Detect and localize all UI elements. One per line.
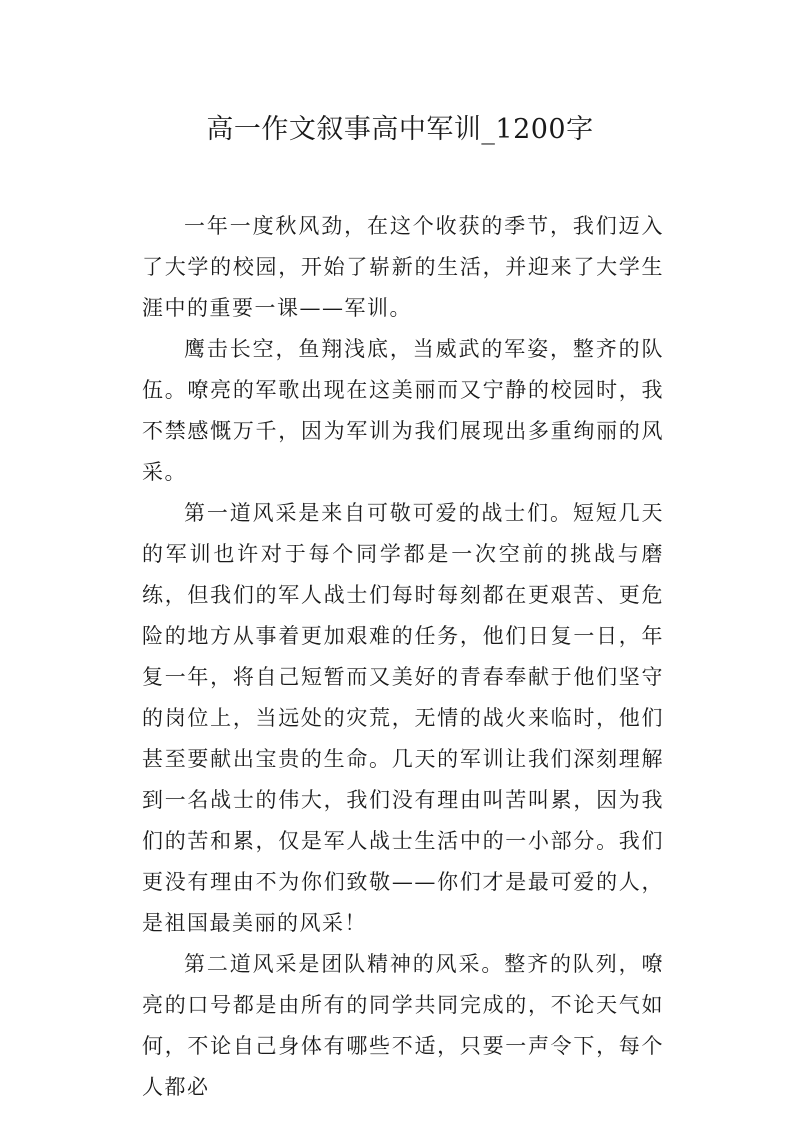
document-body [142,206,664,1108]
paragraph-1: 一年一度秋风劲，在这个收获的季节，我们迈入了大学的校园，开始了崭新的生活，并迎来了大学生涯中的重要一课——军训。 [142,214,664,320]
document-title: 高一作文叙事高中军训_1200字 [206,114,594,145]
paragraph-3: 第一道风采是来自可敬可爱的战士们。短短几天的军训也许对于每个同学都是一次空前的挑战与磨练，但我们的军人战士们每时每刻都在更艰苦、更危险的地方从事着更加艰难的任务，他们日复一日，年复一年，将自己短暂而又美好的青春奉献于他们坚守的岗位上，当远处的灾荒，无情的战火来临时，他们甚至要献出宝贵的生命。几天的军训让我们深刻理解到一名战士的伟大，我们没有理由叫苦叫累，因为我们的苦和累，仅是军人战士生活中的一小部分。我们更没有理由不为你们致敬——你们才是最可爱的人，是祖国最美丽的风采！ [142,501,664,935]
paragraph-2: 鹰击长空，鱼翔浅底，当威武的军姿，整齐的队伍。嘹亮的军歌出现在这美丽而又宁静的校园时，我不禁感慨万千，因为军训为我们展现出多重绚丽的风采。 [142,337,664,484]
paragraph-4: 第二道风采是团队精神的风采。整齐的队列，嘹亮的口号都是由所有的同学共同完成的，不论天气如何，不论自己身体有哪些不适，只要一声令下，每个人都必 [142,952,664,1099]
